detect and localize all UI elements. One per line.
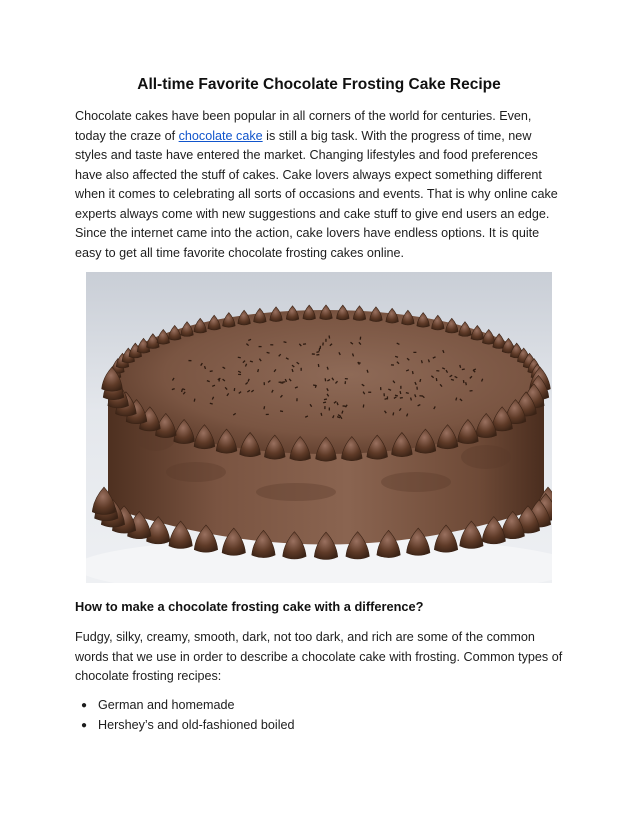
bullet-icon: ● [81, 719, 88, 731]
intro-paragraph [75, 107, 565, 263]
sprinkle [368, 392, 371, 393]
chocolate-cake-link[interactable]: chocolate cake [178, 128, 263, 143]
sprinkle [413, 352, 416, 353]
sprinkle [188, 360, 191, 361]
sprinkle [380, 387, 381, 390]
sprinkle [329, 407, 330, 410]
section-heading: How to make a chocolate frosting cake with a difference? [75, 599, 424, 614]
list-item-text: German and homemade [98, 698, 235, 712]
sprinkle [324, 406, 325, 409]
section-paragraph: Fudgy, silky, creamy, smooth, dark, not too dark, and rich are some of the common words that we use in order to describe a chocolate cake with frosting. Common types of chocolate frosting recipes: [75, 630, 563, 683]
cake-illustration [86, 272, 552, 583]
intro-text-before-link: Chocolate cakes have been popular in all corners of the world for centuries. Even, today the craze of [75, 109, 532, 143]
sprinkle [320, 346, 322, 349]
sprinkle [301, 368, 302, 371]
cake-image [86, 272, 552, 583]
list-item [75, 716, 295, 736]
list-item [75, 696, 295, 716]
sprinkle [296, 398, 297, 401]
sprinkle [419, 395, 422, 397]
intro-text-after-link: is still a big task. With the progress of time, new styles and taste have entered the market. Changing lifestyles and food preferences have also affected the stuff of cakes. Cake lovers always expect something different when it comes to celebrating all sorts of occasions and events. That is why online cake experts always come with new suggestions and cake stuff to give end users an edge. Since the internet came into the action, cake lovers have endless options. It is quite easy to get all time favorite chocolate frosting cakes online. [75, 128, 558, 260]
sprinkle [282, 381, 285, 383]
sprinkle [383, 393, 385, 396]
sprinkle [264, 382, 266, 385]
sprinkle [391, 364, 394, 366]
sprinkle [238, 374, 241, 375]
frosting-types-list [75, 696, 295, 735]
sprinkle [345, 378, 348, 380]
sprinkle [387, 396, 388, 399]
sprinkle [312, 353, 315, 355]
sprinkle [342, 405, 345, 407]
sprinkle [279, 382, 282, 383]
list-item-text: Hershey’s and old-fashioned boiled [98, 717, 295, 732]
sprinkle [400, 386, 401, 389]
sprinkle [325, 339, 326, 342]
sprinkle [270, 344, 273, 345]
sprinkle [259, 346, 262, 347]
page-title: All-time Favorite Chocolate Frosting Cake Recipe [137, 76, 501, 93]
sprinkle [266, 414, 269, 415]
bullet-icon: ● [81, 700, 88, 711]
